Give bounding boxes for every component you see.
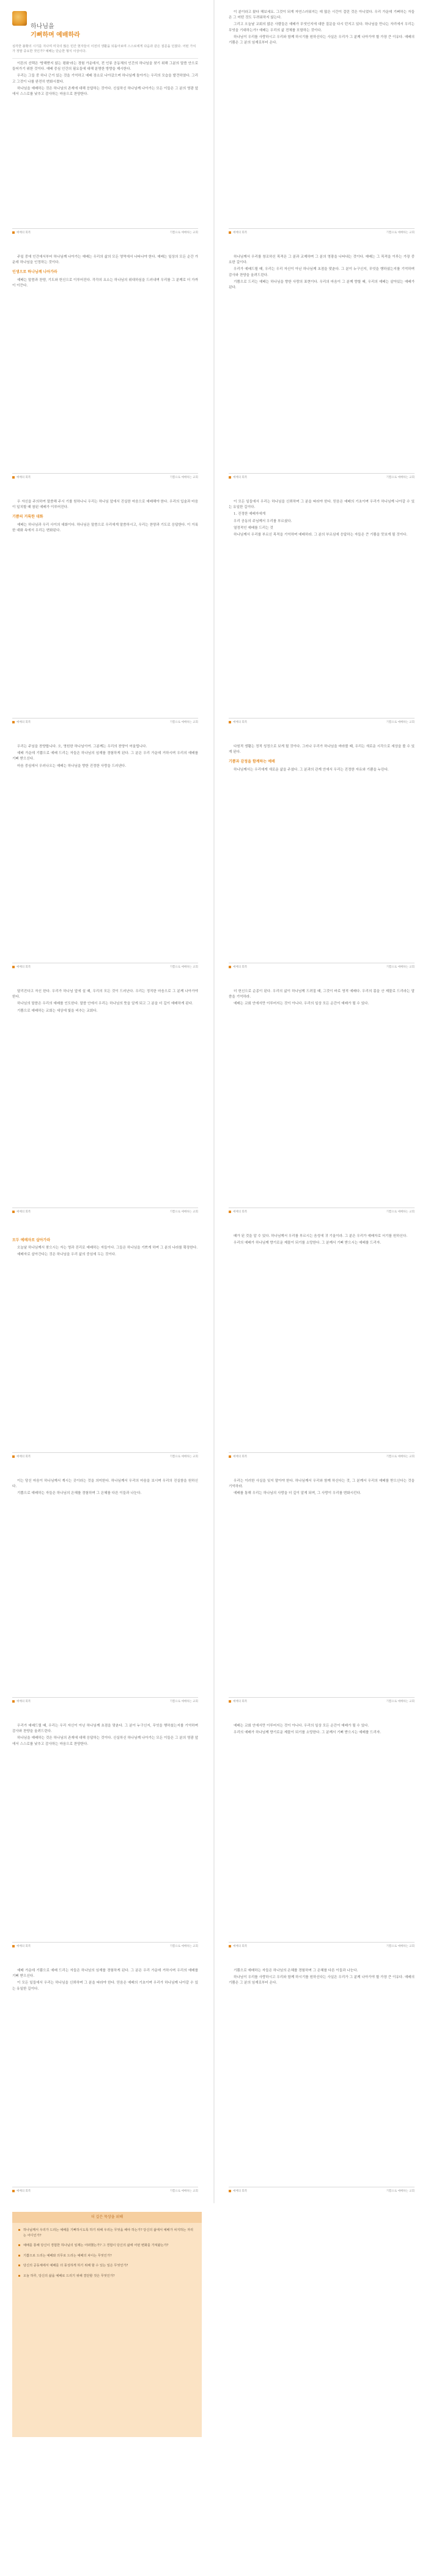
- gutter: [213, 1469, 215, 1714]
- paragraph: 우리의 예배가 하나님께 향기로운 제물이 되기를 소망한다. 그 분께서 기뻐 받으시는 예배를 드리자.: [234, 1241, 382, 1245]
- footer-marker-icon: [12, 1945, 15, 1947]
- footer-marker-icon: [12, 1700, 15, 1703]
- footer-marker-icon: [12, 721, 15, 723]
- footer-right: 기쁨으로 예배하는 교회: [169, 966, 198, 969]
- paragraph: 다원적 생활는 정적 성정으로 보게 될 것이다. 그러나 우리가 하나님을 바라볼 때, 우리는 새로운 시각으로 세상을 볼 수 있게 된다.: [229, 745, 415, 755]
- body-text: [12, 744, 198, 962]
- footer-left: 예배의 회복: [229, 231, 247, 234]
- paragraph: 기쁨으로 드리는 예배는 하나님을 향한 사랑의 표현이다. 우리의 마음이 그 분께 향할 때, 우리의 예배는 살아있는 예배가 된다.: [229, 280, 415, 290]
- footer-marker-icon: [12, 1455, 15, 1458]
- page-footer: [12, 963, 198, 971]
- paragraph: 하나님께서는 우리에게 새로운 삶을 주셨다. 그 분과의 관계 안에서 우리는 진정한 자유와 기쁨을 누린다.: [234, 767, 389, 772]
- page-left: [7, 6, 203, 237]
- page-left: [7, 741, 203, 972]
- footer-left: 예배의 회복: [229, 476, 247, 479]
- footer-right: 기쁨으로 예배하는 교회: [386, 1211, 415, 1214]
- body-text: [12, 61, 198, 226]
- paragraph: 예배는 하나님과 우리 사이의 대화이다. 하나님은 말씀으로 우리에게 말씀하시고, 우리는 찬양과 기도로 응답한다. 이 거룩한 대화 속에서 우리는 변화된다.: [12, 523, 198, 532]
- paragraph: 예배를 통해 우리는 하나님의 사랑을 더 깊이 알게 되며, 그 사랑이 우리를 변화시킨다.: [234, 1491, 361, 1496]
- paragraph: 예배자로 살아간다는 것은 하나님을 우리 삶의 중심에 두는 것이다.: [17, 1253, 116, 1257]
- page-footer: [229, 1208, 415, 1215]
- paragraph: 우리가 예배드릴 때, 우리는 우리 자신이 아닌 하나님께 초점을 맞춘다. 그 분이 누구신지, 무엇을 행하셨는지를 기억하며 감사와 찬양을 올려드린다.: [229, 267, 415, 277]
- page-footer: [229, 1697, 415, 1705]
- body-text: [229, 1968, 415, 2186]
- spread-9: [0, 1958, 428, 2203]
- gutter: [213, 0, 215, 245]
- page-footer: [12, 1452, 198, 1460]
- paragraph: 더 헌신으로 순종이 된다. 우리의 삶이 하나님께 드려질 때, 그것이 바로 영적 예배다. 우리의 몸을 산 제물로 드리라는 말씀을 기억하라.: [229, 990, 415, 999]
- footer-marker-icon: [229, 1700, 231, 1703]
- paragraph: 우리 공동의 주님께서 우리를 부르셨다.: [234, 519, 292, 523]
- page-right: [224, 741, 419, 972]
- spread-4: [0, 734, 428, 979]
- page-footer: [12, 718, 198, 726]
- list-item: 당신의 공동체에서 예배를 더 풍성하게 하기 위해 할 수 있는 일은 무엇인가?: [18, 2263, 196, 2269]
- body-text: [229, 989, 415, 1207]
- paragraph: 우리가 예배드릴 때, 우리는 우리 자신이 아닌 하나님께 초점을 맞춘다. 그 분이 누구신지, 무엇을 행하셨는지를 기억하며 감사와 찬양을 올려드린다.: [12, 1724, 198, 1734]
- footer-marker-icon: [229, 1211, 231, 1213]
- page-footer: [12, 1942, 198, 1950]
- footer-left: 예배의 회복: [12, 476, 31, 479]
- footer-right: 기쁨으로 예배하는 교회: [386, 476, 415, 479]
- paragraph: 우리는 이러한 사실을 잊지 말아야 한다. 하나님께서 우리와 함께 하신다는 것, 그 분께서 우리의 예배를 받으신다는 것을 기억하라.: [229, 1479, 415, 1489]
- body-text: [229, 499, 415, 717]
- paragraph: 하나님의 말씀은 우리의 예배를 인도한다. 말씀 안에서 우리는 하나님의 뜻을 알게 되고 그 분을 더 깊이 예배하게 된다.: [17, 1002, 193, 1006]
- paragraph: 예배는 교회 안에서만 이루어지는 것이 아니다. 우리의 일상 모든 순간이 예배가 될 수 있다.: [234, 1724, 369, 1728]
- paragraph: 마음 중심에서 우러나오는 예배는 하나님을 향한 진정한 사랑을 드러낸다.: [17, 764, 127, 768]
- body-text: [229, 1723, 415, 1941]
- page-footer: [12, 228, 198, 236]
- meditation-box: [12, 2212, 202, 2437]
- page-right: [224, 1475, 419, 1706]
- body-text: [229, 255, 415, 472]
- paragraph: 이는 당신 마음이 하나님께서 계시는 곳이라는 것을 의미한다. 하나님께서 우리의 마음을 보시며 우리의 진실함을 원하신다.: [12, 1479, 198, 1489]
- footer-left: 예배의 회복: [229, 1455, 247, 1458]
- section-subheading: 모두 예배자로 살아가라: [12, 1238, 51, 1242]
- footer-right: 기쁨으로 예배하는 교회: [169, 231, 198, 234]
- page-left: [7, 496, 203, 727]
- footer-right: 기쁨으로 예배하는 교회: [386, 721, 415, 724]
- footer-right: 기쁨으로 예배하는 교회: [386, 1945, 415, 1948]
- footer-marker-icon: [229, 476, 231, 479]
- page-right: [224, 985, 419, 1217]
- spread-3: [0, 490, 428, 734]
- footer-right: 기쁨으로 예배하는 교회: [386, 2190, 415, 2193]
- page-left: [7, 1720, 203, 1951]
- paragraph: 이 모든 일들에서 우리는 하나님을 신뢰하며 그 분을 따라야 한다. 믿음은 예배의 기초이며 우리가 하나님께 나아갈 수 있는 유일한 길이다.: [12, 1981, 198, 1991]
- paragraph: 때가 된 것을 알 수 있다. 하나님께서 우리를 부르시는 음성에 귀 기울이라. 그 분은 우리가 예배자로 서기를 원하신다.: [234, 1234, 408, 1238]
- page-right: [224, 6, 419, 237]
- footer-left: 예배의 회복: [229, 1944, 247, 1948]
- page-right: [224, 1720, 419, 1951]
- list-item: 하나님께서 우리가 드리는 예배를 기뻐하시도록 하기 위해 우리는 무엇을 해야 하는가? 당신의 삶에서 예배가 차지하는 자리는 어디인가?: [18, 2228, 196, 2238]
- page-footer: [229, 473, 415, 481]
- page-footer: [229, 228, 415, 236]
- footer-marker-icon: [12, 966, 15, 968]
- paragraph: 예배는 말씀과 찬양, 기도와 헌신으로 이루어진다. 각각의 요소는 하나님의 위대하심을 드러내며 우리를 그 분께로 더 가까이 이끈다.: [12, 278, 198, 288]
- page-left: [7, 985, 203, 1217]
- paragraph: 우 자신을 주의하여 말씀해 주시 기를 원하나니 우리는 하나님 앞에서 진실한 마음으로 예배해야 한다. 우리의 입술과 마음이 일치할 때 참된 예배가 이루어진다.: [12, 500, 198, 510]
- meditation-list: [18, 2228, 196, 2284]
- footer-right: 기쁨으로 예배하는 교회: [169, 1700, 198, 1703]
- page-left: [7, 1230, 203, 1462]
- body-text: [12, 1234, 198, 1452]
- page-footer: [229, 963, 415, 971]
- footer-marker-icon: [229, 1455, 231, 1458]
- spread-8: [0, 1714, 428, 1958]
- page-footer: [12, 1697, 198, 1705]
- paragraph: 이 모든 일들에서 우리는 하나님을 신뢰하며 그 분을 따라야 한다. 믿음은 예배의 기초이며 우리가 하나님께 나아갈 수 있는 유일한 길이다.: [229, 500, 415, 510]
- gutter: [213, 1224, 215, 1469]
- footer-left: 예배의 회복: [229, 2189, 247, 2193]
- list-item: 오늘 하루, 당신의 삶을 예배로 드리기 위해 결단할 것은 무엇인가?: [18, 2274, 196, 2279]
- paragraph: 이 분이라고 왔다 해보세요. 그것이 되게 자연스러워지는 데 많은 시간이 걸린 것은 아니었다. 우리 가운데 기뻐하는 자들은 그 어떤 것도 두려워하지 않는다.: [229, 10, 415, 20]
- chapter-title: 하나님을: [31, 23, 54, 30]
- page-footer: [229, 2187, 415, 2195]
- paragraph: 기쁨으로 예배하는 교회는 세상에 빛을 비추는 교회다.: [17, 1009, 98, 1013]
- footer-right: 기쁨으로 예배하는 교회: [386, 966, 415, 969]
- spread-5: [0, 979, 428, 1224]
- paragraph: 하나님께서 우리를 창조하신 목적은 그 분과 교제하며 그 분의 영광을 나타내는 것이다. 예배는 그 목적을 이루는 가장 중요한 길이다.: [229, 255, 415, 265]
- footer-left: 예배의 회복: [12, 1455, 31, 1458]
- paragraph: 그리고 오늘날 교회의 많은 사람들은 예배가 무엇인지에 대한 질문을 다시 던지고 있다. 하나님을 만나는 자리에서 우리는 무엇을 기대하는가? 예배는 우리의 삶 전체를 포함하는 것이다.: [229, 23, 415, 32]
- chapter-emblem-icon: [12, 11, 27, 26]
- spread-1: [0, 0, 428, 245]
- gutter: [213, 1714, 215, 1958]
- footer-left: 예배의 회복: [12, 2189, 31, 2193]
- page-left: [7, 1965, 203, 2196]
- footer-right: 기쁨으로 예배하는 교회: [386, 1455, 415, 1458]
- footer-right: 기쁨으로 예배하는 교회: [169, 1945, 198, 1948]
- gutter: [213, 490, 215, 734]
- body-text: [12, 1479, 198, 1697]
- chapter-subtitle: 기뻐하며 예배하라: [31, 32, 80, 39]
- page-right: [224, 496, 419, 727]
- paragraph: 기쁨으로 예배하는 자들은 하나님의 은혜를 경험하며 그 은혜를 다른 이들과 나눈다.: [17, 1491, 142, 1496]
- section-subheading: 기쁨과 감정을 함께하는 예배: [229, 760, 275, 764]
- list-item: 예배를 통해 당신이 경험한 하나님의 임재는 어떠했는가? 그 경험이 당신의 삶에 어떤 변화를 가져왔는가?: [18, 2243, 196, 2249]
- footer-left: 예배의 회복: [12, 1944, 31, 1948]
- paragraph: 하나님께서 우리를 부르신 목적을 기억하며 예배하라. 그 분의 부르심에 응답하는 자들은 큰 기쁨을 맛보게 될 것이다.: [234, 533, 408, 537]
- spread-2: [0, 245, 428, 490]
- page-footer: [12, 473, 198, 481]
- body-text: [12, 499, 198, 717]
- list-item: 기쁨으로 드리는 예배와 의무로 드리는 예배의 차이는 무엇인가?: [18, 2253, 196, 2259]
- gutter: [213, 245, 215, 490]
- footer-right: 기쁨으로 예배하는 교회: [169, 721, 198, 724]
- chapter-intro: 심각한 불황의 시기를 지나며 미국의 많은 민간 현자들이 이전의 생활을 되돌아보며 스스로에게 다음과 같은 질문을 던졌다. 어떤 가치가 정말 중요한 것인가? 예배는 단순한 형식 이상이다.: [12, 44, 198, 59]
- footer-right: 기쁨으로 예배하는 교회: [169, 2190, 198, 2193]
- body-text: [229, 744, 415, 962]
- footer-right: 기쁨으로 예배하는 교회: [169, 1211, 198, 1214]
- meditation-page: [0, 2203, 428, 2454]
- footer-marker-icon: [229, 721, 231, 723]
- paragraph: 우리는 주님을 찬양합니다. 오, 영원한 하나님이여. 그분께는 우리의 찬양이 어울립니다.: [17, 745, 147, 749]
- gutter: [213, 979, 215, 1224]
- body-text: [229, 1234, 415, 1452]
- footer-marker-icon: [12, 1211, 15, 1213]
- paragraph: 예배 가운데 기쁨으로 예배 드리는 자들은 하나님의 임재를 경험하게 된다. 그 분은 우리 가운데 거하시며 우리의 예배를 기뻐 받으신다.: [12, 1969, 198, 1979]
- paragraph: 우리는 그들 중 하나 근거 있는 것을 기억하고 예배 장소로 나아갔으며 하나님께 돌아가는 우리의 모습을 발견하였다. 그리고 그것이 나를 완전히 변화시켰다.: [12, 74, 198, 84]
- section-subheading: 기쁨의 거룩한 대화: [12, 515, 43, 520]
- footer-right: 기쁨으로 예배하는 교회: [169, 476, 198, 479]
- paragraph: 하나님이 우리를 사랑하시고 우리와 함께 하시기를 원하신다는 사실은 우리가 그 분께 나아가야 할 가장 큰 이유다. 예배의 기쁨은 그 분의 임재로부터 온다.: [229, 35, 415, 45]
- page-footer: [229, 1452, 415, 1460]
- section-subheading: 인생으로 하나님께 나아가라: [12, 270, 57, 275]
- paragraph: 이튼의 선택은 '방해받지 않는 평화'라는 경험 가운데서, 전 인류 공동체의 인간의 하나님을 찾기 위해 그분의 말씀 안으로 들어가기 위한 것이다. 예배 중심 인간의 필요들에 대해 분명한 방향을 제시한다.: [12, 62, 198, 72]
- footer-left: 예배의 회복: [229, 1210, 247, 1214]
- footer-marker-icon: [12, 2190, 15, 2192]
- footer-left: 예배의 회복: [12, 1700, 31, 1703]
- page-right: [224, 1230, 419, 1462]
- paragraph: 예배는 교회 안에서만 이루어지는 것이 아니다. 우리의 일상 모든 순간이 예배가 될 수 있다.: [234, 1002, 369, 1006]
- meditation-title: 더 깊은 묵상을 위해: [12, 2212, 202, 2223]
- footer-marker-icon: [12, 231, 15, 234]
- spread-6: [0, 1224, 428, 1469]
- spread-7: [0, 1469, 428, 1714]
- footer-marker-icon: [229, 1945, 231, 1947]
- body-text: [229, 1479, 415, 1697]
- paragraph: 열정적인 예배를 드리는 것: [234, 526, 273, 530]
- footer-marker-icon: [229, 231, 231, 234]
- footer-left: 예배의 회복: [229, 965, 247, 969]
- paragraph: 하나님을 예배하는 것은 하나님의 존재에 대해 응답하는 것이다. 신실하신 하나님께 나아가는 모든 이들은 그 분의 영광 앞에서 스스로를 낮추고 감사하는 마음으로 찬양한다.: [12, 86, 198, 97]
- footer-left: 예배의 회복: [229, 720, 247, 724]
- page-footer: [12, 2187, 198, 2195]
- paragraph: 오늘날 하나님께서 찾으시는 자는 영과 진리로 예배하는 자들이다. 그들은 하나님을 기쁘게 하며 그 분의 나라를 확장한다.: [17, 1246, 198, 1250]
- footer-left: 예배의 회복: [12, 231, 31, 234]
- footer-left: 예배의 회복: [12, 1210, 31, 1214]
- paragraph: 주일 중에 인간에서부터 하나님께 나아가는 예배는 우리의 삶의 모든 영역에서 나타나야 한다. 예배는 일상의 모든 순간 가운데 하나님을 인정하는 것이다.: [12, 255, 198, 265]
- footer-marker-icon: [229, 2190, 231, 2192]
- body-text: [12, 255, 198, 472]
- paragraph: 1. 진정한 예배자에게: [234, 512, 266, 517]
- footer-left: 예배의 회복: [229, 1700, 247, 1703]
- footer-marker-icon: [12, 476, 15, 479]
- body-text: [12, 989, 198, 1207]
- page-footer: [229, 718, 415, 726]
- paragraph: 하나님이 우리를 사랑하시고 우리와 함께 하시기를 원하신다는 사실은 우리가 그 분께 나아가야 할 가장 큰 이유다. 예배의 기쁨은 그 분의 임재로부터 온다.: [229, 1976, 415, 1985]
- page-right: [224, 1965, 419, 2196]
- body-text: [229, 10, 415, 228]
- paragraph: 우리의 예배가 하나님께 향기로운 제물이 되기를 소망한다. 그 분께서 기뻐 받으시는 예배를 드리자.: [234, 1731, 382, 1735]
- footer-left: 예배의 회복: [12, 720, 31, 724]
- gutter: [213, 734, 215, 979]
- paragraph: 하나님을 예배하는 것은 하나님의 존재에 대해 응답하는 것이다. 신실하신 하나님께 나아가는 모든 이들은 그 분의 영광 앞에서 스스로를 낮추고 감사하는 마음으로 찬양한다.: [12, 1736, 198, 1746]
- gutter: [213, 1958, 215, 2203]
- page-left: [7, 251, 203, 482]
- footer-marker-icon: [229, 966, 231, 968]
- page-right: [224, 251, 419, 482]
- footer-left: 예배의 회복: [12, 965, 31, 969]
- footer-right: 기쁨으로 예배하는 교회: [386, 1700, 415, 1703]
- page-left: [7, 1475, 203, 1706]
- page-footer: [229, 1942, 415, 1950]
- footer-right: 기쁨으로 예배하는 교회: [169, 1455, 198, 1458]
- body-text: [12, 1968, 198, 2186]
- footer-right: 기쁨으로 예배하는 교회: [386, 231, 415, 234]
- paragraph: 예배 가운데 기쁨으로 예배 드리는 자들은 하나님의 임재를 경험하게 된다. 그 분은 우리 가운데 거하시며 우리의 예배를 기뻐 받으신다.: [12, 752, 198, 761]
- body-text: [12, 1723, 198, 1941]
- paragraph: 달리진다고 자신 한다. 우리가 하나님 앞에 설 때, 우리의 모든 것이 드러난다. 우리는 정직한 마음으로 그 분께 나아가야 한다.: [12, 990, 198, 999]
- paragraph: 기쁨으로 예배하는 자들은 하나님의 은혜를 경험하며 그 은혜를 다른 이들과 나눈다.: [234, 1969, 358, 1973]
- page-footer: [12, 1208, 198, 1215]
